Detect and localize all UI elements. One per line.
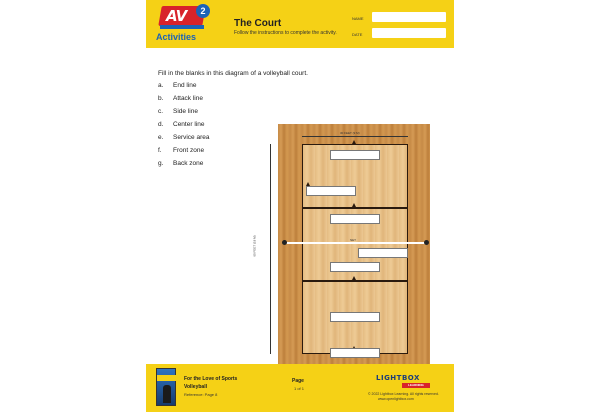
date-label: DATE — [352, 32, 363, 37]
page-subtitle: Follow the instructions to complete the activity. — [234, 30, 337, 36]
volleyball-court-diagram — [252, 124, 444, 364]
term-letter: c. — [158, 108, 164, 115]
net-line — [284, 242, 426, 244]
term-text: Side line — [173, 108, 198, 115]
length-dimension-label: 60 FEET (18 M) — [252, 235, 257, 257]
series-title: For the Love of Sports — [184, 376, 238, 382]
worksheet-page — [146, 0, 454, 412]
name-field[interactable] — [372, 12, 446, 22]
term-letter: e. — [158, 134, 164, 141]
instruction-text: Fill in the blanks in this diagram of a volleyball court. — [158, 70, 308, 77]
av2-logo — [160, 6, 210, 26]
name-label: NAME — [352, 16, 364, 21]
term-text: Service area — [173, 134, 210, 141]
term-letter: g. — [158, 160, 164, 167]
attack-line-top — [302, 207, 408, 209]
header-bar — [146, 0, 454, 48]
blank-service-area[interactable] — [330, 348, 380, 358]
logo-underline — [160, 25, 204, 29]
width-dimension-label: 30 FEET (9 M) — [340, 131, 360, 135]
logo-number: 2 — [196, 4, 210, 18]
date-field[interactable] — [372, 28, 446, 38]
blank-back-zone[interactable] — [330, 312, 380, 322]
blank-center-line[interactable] — [358, 248, 408, 258]
blank-end-line[interactable] — [330, 150, 380, 160]
blank-attack-line[interactable] — [330, 262, 380, 272]
length-dimension-line — [270, 144, 271, 354]
blank-front-zone[interactable] — [330, 214, 380, 224]
net-label: NET — [350, 238, 356, 242]
term-text: Center line — [173, 121, 205, 128]
attack-line-bottom — [302, 280, 408, 282]
arrow-up-icon — [352, 140, 356, 144]
page-number: 1 of 1 — [294, 386, 305, 391]
footer-bar — [146, 364, 454, 412]
copyright-text: © 2022 Lightbox Learning. All rights reserved. — [368, 392, 439, 396]
term-text: Back zone — [173, 160, 204, 167]
blank-side-line[interactable] — [306, 186, 356, 196]
width-dimension-line — [302, 136, 408, 137]
term-text: Attack line — [173, 95, 203, 102]
website-link[interactable]: www.openlightbox.com — [378, 397, 414, 401]
arrow-up-icon — [352, 276, 356, 280]
book-cover-image — [156, 368, 176, 406]
net-post-right — [424, 240, 429, 245]
activities-label: Activities — [156, 32, 197, 42]
net-post-left — [282, 240, 287, 245]
arrow-up-icon — [352, 203, 356, 207]
book-title: Volleyball — [184, 384, 207, 390]
term-text: Front zone — [173, 147, 205, 154]
book-cover-band — [157, 375, 177, 381]
book-cover-player — [163, 385, 171, 403]
term-letter: b. — [158, 95, 164, 102]
lightbox-logo: LIGHTBOX — [376, 374, 420, 382]
term-letter: d. — [158, 121, 164, 128]
page-label: Page — [292, 378, 304, 384]
page-title: The Court — [234, 18, 282, 29]
term-text: End line — [173, 82, 197, 89]
term-letter: a. — [158, 82, 164, 89]
term-letter: f. — [158, 147, 162, 154]
logo-text: AV — [166, 7, 187, 25]
page-reference: Reference: Page 8 — [184, 392, 218, 397]
lightbox-logo-sub: LEARNING — [402, 383, 430, 388]
